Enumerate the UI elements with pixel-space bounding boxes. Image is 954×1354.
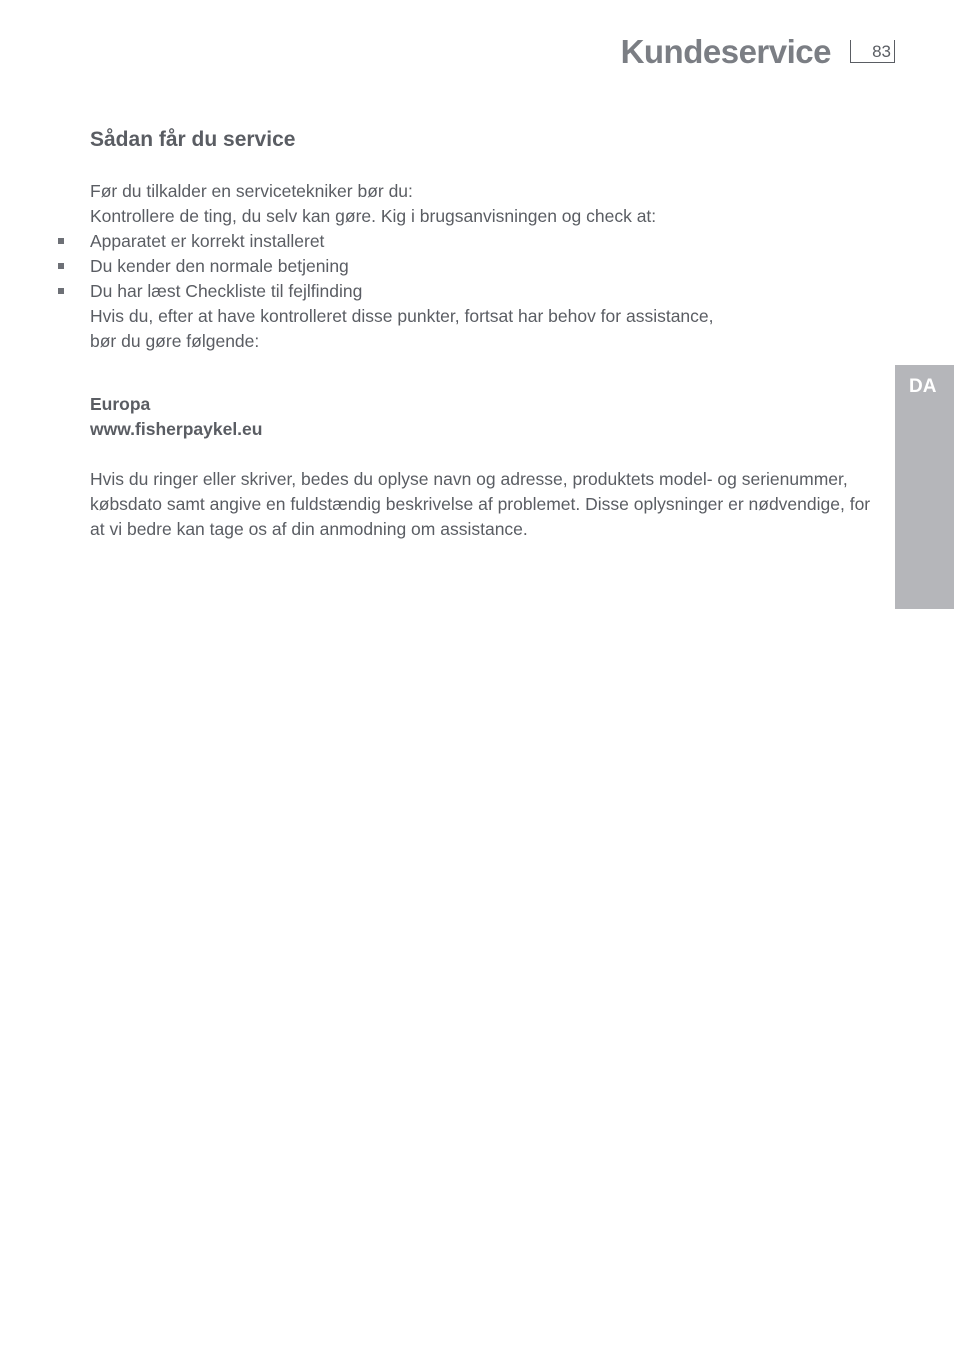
contact-paragraph (90, 467, 895, 542)
page-number-box (850, 40, 895, 63)
checklist-item (90, 254, 900, 279)
bullet-square-icon (58, 288, 64, 294)
followup-text (90, 304, 900, 354)
contact-paragraph-line: købsdato samt angive en fuldstændig beskrivelse af problemet. Disse oplysninger er nødvendige, for (90, 494, 871, 514)
bullet-square-icon (58, 238, 64, 244)
language-tab (895, 365, 954, 609)
contact-paragraph-line: at vi bedre kan tage os af din anmodning om assistance. (90, 519, 528, 539)
intro-line: Før du tilkalder en servicetekniker bør du: (90, 181, 413, 201)
page-title: Kundeservice (620, 33, 831, 70)
contact-paragraph-line: Hvis du ringer eller skriver, bedes du oplyse navn og adresse, produktets model- og serienummer, (90, 469, 848, 489)
checklist (90, 229, 900, 304)
checklist-item (90, 279, 900, 304)
region-block (90, 392, 900, 442)
checklist-item (90, 229, 900, 254)
region-website-link[interactable]: www.fisherpaykel.eu (90, 419, 263, 439)
checklist-item-text: Du har læst Checkliste til fejlfinding (90, 281, 363, 301)
page-number: 83 (872, 42, 891, 61)
intro-line: Kontrollere de ting, du selv kan gøre. Kig i brugsanvisningen og check at: (90, 206, 657, 226)
section-heading: Sådan får du service (90, 128, 296, 151)
bullet-square-icon (58, 263, 64, 269)
language-tab-label: DA (909, 376, 937, 397)
checklist-item-text: Du kender den normale betjening (90, 256, 349, 276)
followup-line: bør du gøre følgende: (90, 331, 260, 351)
intro-text (90, 179, 900, 229)
region-name: Europa (90, 394, 151, 414)
followup-line: Hvis du, efter at have kontrolleret disse punkter, fortsat har behov for assistance, (90, 306, 714, 326)
checklist-item-text: Apparatet er korrekt installeret (90, 231, 325, 251)
main-content (90, 126, 900, 542)
